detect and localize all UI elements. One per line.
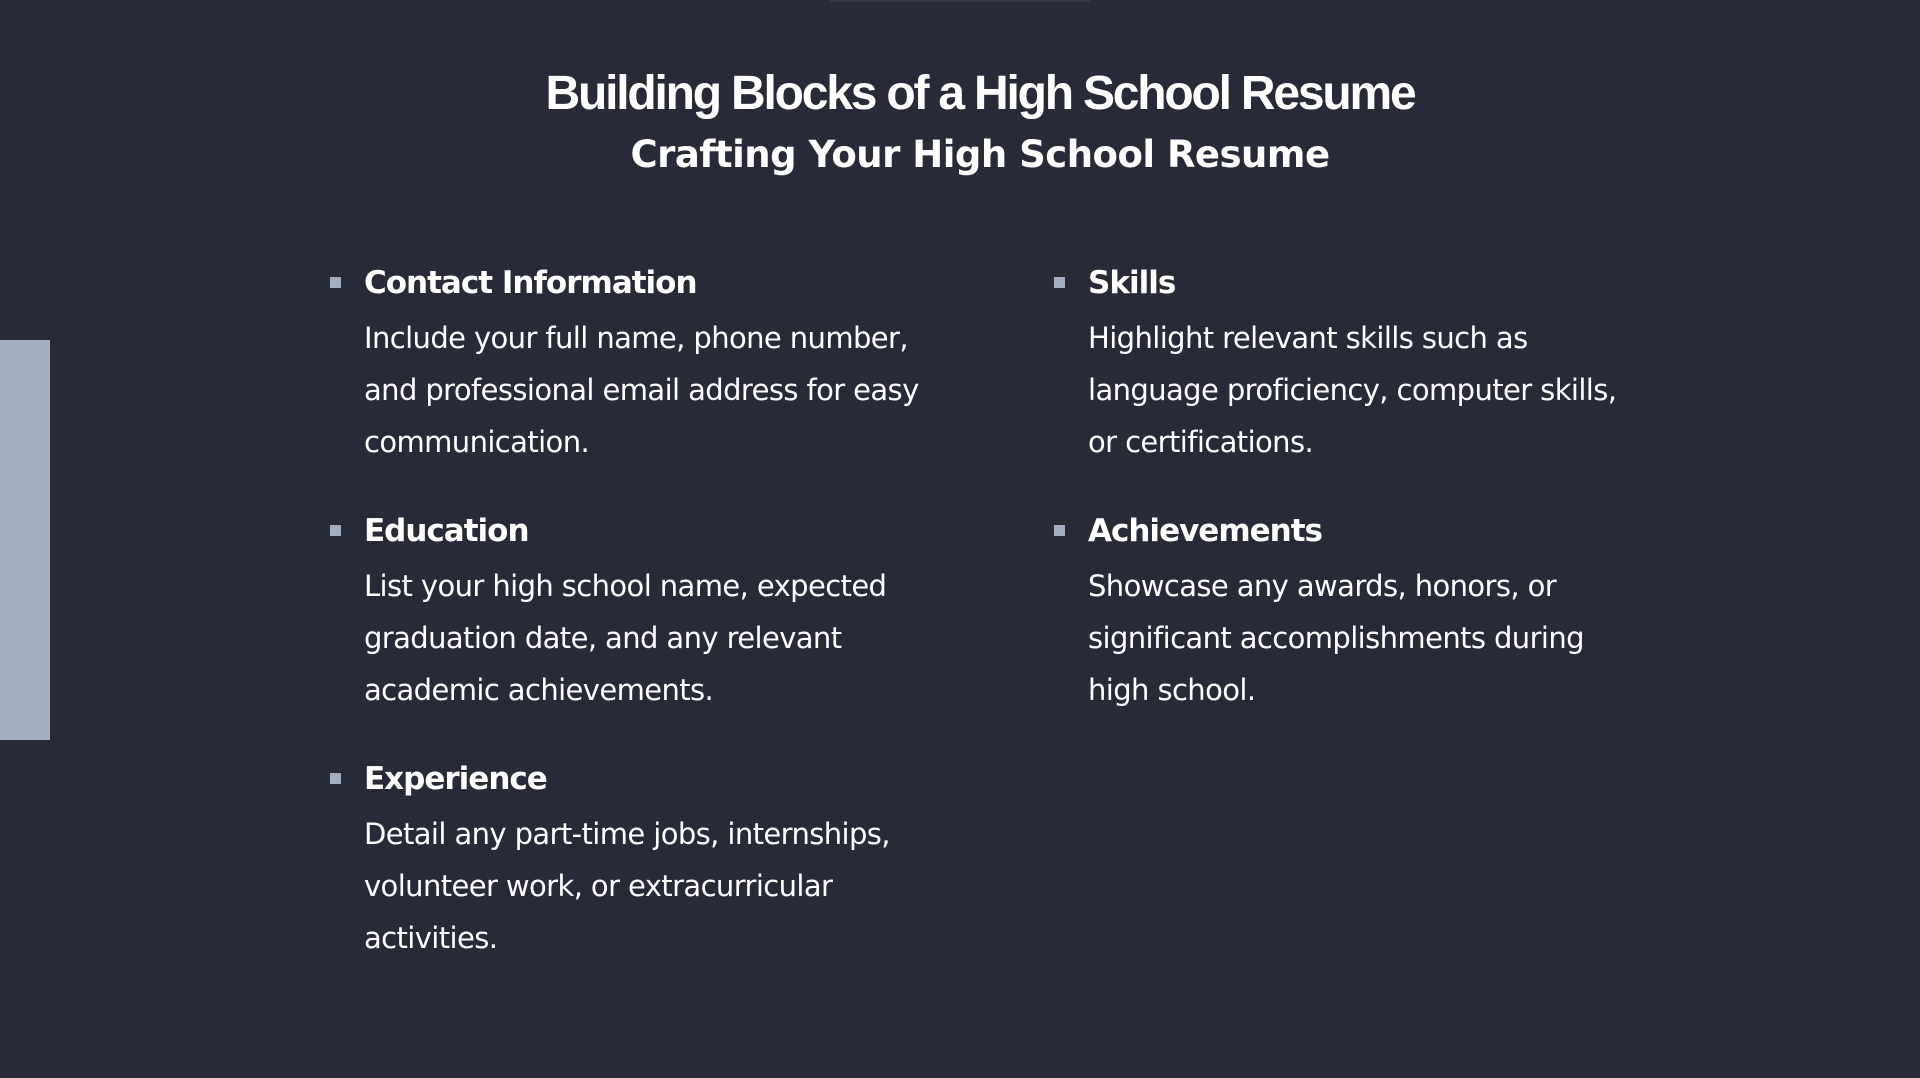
square-bullet-icon: [330, 277, 341, 288]
left-column: [328, 258, 919, 1002]
side-accent-bar: [0, 340, 50, 740]
right-column: [1052, 258, 1632, 754]
square-bullet-icon: [330, 525, 341, 536]
item-title: Skills: [1088, 265, 1176, 301]
item-title: Contact Information: [364, 265, 697, 301]
item-title: Achievements: [1088, 513, 1322, 549]
list-item-contact-information: [328, 258, 919, 468]
list-item-skills: [1052, 258, 1632, 468]
square-bullet-icon: [330, 773, 341, 784]
item-description: List your high school name, expected graduation date, and any relevant academic achievements.: [364, 569, 887, 707]
item-title: Education: [364, 513, 529, 549]
item-description: Showcase any awards, honors, or significant accomplishments during high school.: [1088, 569, 1584, 707]
square-bullet-icon: [1054, 525, 1065, 536]
item-description: Include your full name, phone number, and professional email address for easy communication.: [364, 321, 919, 459]
slide-title: Building Blocks of a High School Resume: [545, 67, 1415, 120]
item-title: Experience: [364, 761, 547, 797]
list-item-achievements: [1052, 506, 1632, 716]
slide-subtitle: Crafting Your High School Resume: [630, 133, 1330, 176]
item-description: Detail any part-time jobs, internships, volunteer work, or extracurricular activities.: [364, 817, 890, 955]
square-bullet-icon: [1054, 277, 1065, 288]
item-description: Highlight relevant skills such as language proficiency, computer skills, or certifications.: [1088, 321, 1617, 459]
list-item-education: [328, 506, 908, 716]
top-divider: [830, 0, 1090, 2]
list-item-experience: [328, 754, 908, 964]
